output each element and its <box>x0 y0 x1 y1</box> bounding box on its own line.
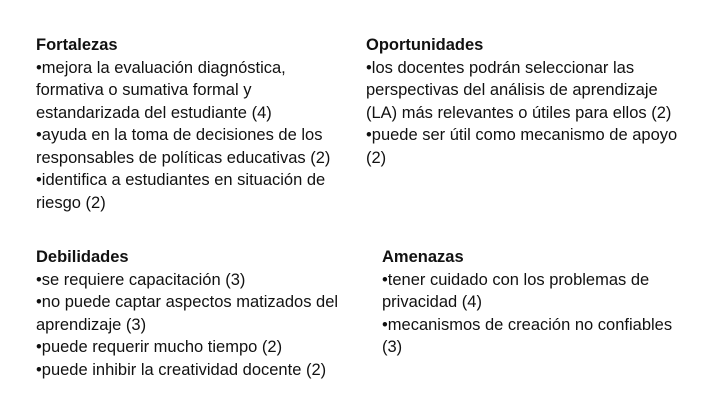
opportunities-list <box>366 57 688 170</box>
weakness-item: •puede inhibir la creatividad docente (2) <box>36 360 327 379</box>
weakness-item: •puede requerir mucho tiempo (2) <box>36 338 283 356</box>
opportunity-item: •los docentes podrán seleccionar las perspectivas del análisis de aprendizaje (LA) más relevantes o útiles para ellos (2) <box>366 58 672 122</box>
weakness-item: •no puede captar aspectos matizados del aprendizaje (3) <box>36 293 339 334</box>
strengths-heading: Fortalezas <box>36 36 118 54</box>
threats-section <box>382 246 692 359</box>
opportunities-section <box>366 34 688 169</box>
weaknesses-heading: Debilidades <box>36 248 129 266</box>
threats-list <box>382 269 692 359</box>
threats-heading: Amenazas <box>382 248 464 266</box>
threat-item: •tener cuidado con los problemas de privacidad (4) <box>382 270 650 311</box>
strength-item: •identifica a estudiantes en situación de riesgo (2) <box>36 171 326 212</box>
opportunities-heading: Oportunidades <box>366 36 484 54</box>
opportunity-item: •puede ser útil como mecanismo de apoyo (2) <box>366 126 678 167</box>
weakness-item: •se requiere capacitación (3) <box>36 270 246 289</box>
strength-item: •ayuda en la toma de decisiones de los responsables de políticas educativas (2) <box>36 126 331 167</box>
weaknesses-list <box>36 269 370 382</box>
threat-item: •mecanismos de creación no confiables (3) <box>382 315 673 356</box>
strengths-section <box>36 34 358 214</box>
strengths-list <box>36 57 358 215</box>
strength-item: •mejora la evaluación diagnóstica, formativa o sumativa formal y estandarizada del estudiante (4) <box>36 58 286 122</box>
weaknesses-section <box>36 246 370 381</box>
